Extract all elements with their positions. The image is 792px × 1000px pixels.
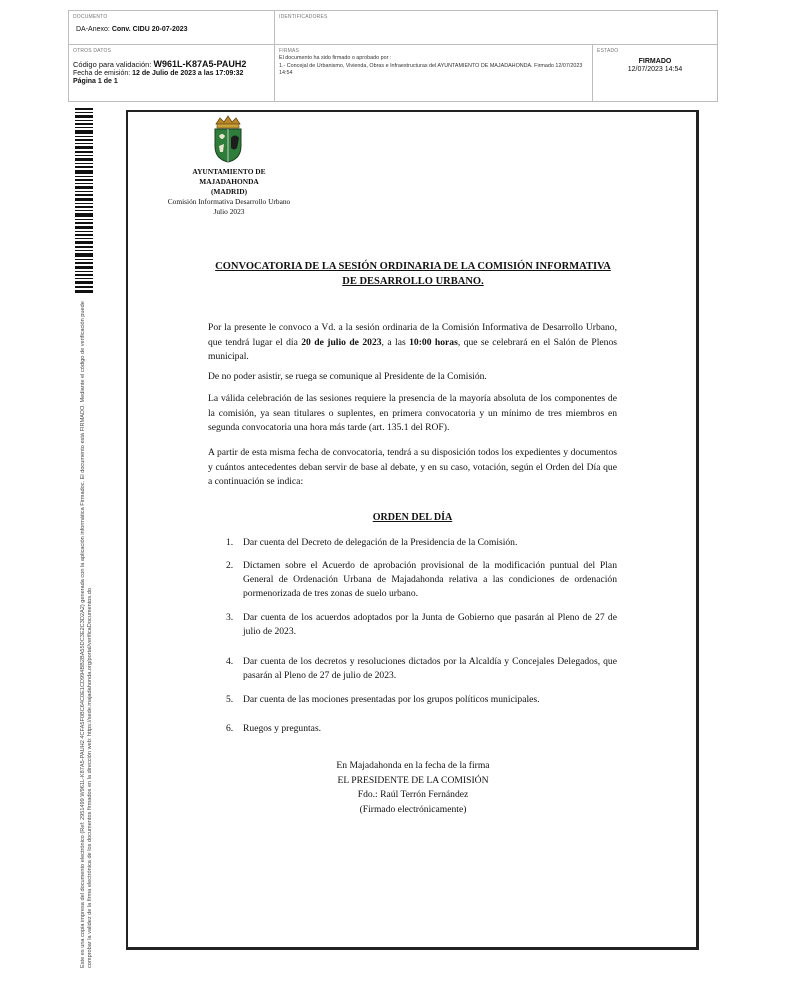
state-caption: ESTADO — [597, 48, 619, 54]
barcode-icon — [75, 108, 93, 293]
paragraph-absence: De no poder asistir, se ruega se comunique al Presidente de la Comisión. — [208, 371, 487, 382]
paragraph-quorum: La válida celebración de las sesiones requiere la presencia de la mayoría absoluta de los componentes de la comisión, ya sean titulares o suplentes, en primera convocatoria y un mínimo de tres miembros en segunda convocatoria una hora más tarde (art. 135.1 del ROF). — [208, 393, 617, 433]
agenda-item-number: 2. — [226, 560, 234, 571]
validation-code: W961L-K87A5-PAUH2 — [153, 59, 247, 69]
letterhead-line-5: Julio 2023 — [213, 207, 245, 216]
session-time: 10:00 horas — [409, 336, 458, 348]
paragraph-convocation — [208, 321, 617, 365]
document-caption: DOCUMENTO — [73, 14, 108, 20]
signature-metadata-box — [68, 10, 718, 102]
agenda-item-text: Dar cuenta del Decreto de delegación de la Presidencia de la Comisión. — [243, 537, 518, 548]
signature-block — [318, 759, 508, 817]
agenda-item-number: 4. — [226, 656, 234, 667]
agenda-item — [226, 611, 617, 639]
agenda-item-number: 1. — [226, 537, 234, 548]
signatures-line-2: 1.- Concejal de Urbanismo, Vivienda, Obras e Infraestructuras del AYUNTAMIENTO DE MAJADAHONDA. Firmado 12/07/2023 14:54 — [279, 63, 583, 76]
emission-date: 12 de Julio de 2023 a las 17:09:32 — [132, 70, 244, 77]
title-line-2: DE DESARROLLO URBANO. — [342, 276, 484, 287]
document-name: Conv. CIDU 20-07-2023 — [111, 26, 188, 33]
signature-name: Fdo.: Raúl Terrón Fernández — [357, 789, 469, 800]
letterhead-line-3: (MADRID) — [210, 187, 248, 196]
title-line-1: CONVOCATORIA DE LA SESIÓN ORDINARIA DE LA COMISIÓN INFORMATIVA — [215, 261, 611, 272]
document-name-line — [73, 26, 270, 33]
state-cell — [593, 45, 717, 101]
letterhead-line-4: Comisión Informativa Desarrollo Urbano — [167, 197, 291, 206]
agenda-item — [226, 693, 617, 707]
other-data-cell — [69, 45, 275, 101]
document-prefix: DA-Anexo: — [76, 26, 110, 33]
emission-line — [73, 70, 270, 77]
agenda-item-number: 5. — [226, 694, 234, 705]
identifiers-caption: IDENTIFICADORES — [279, 14, 328, 20]
signatures-caption: FIRMAS — [279, 48, 300, 54]
other-data-caption: OTROS DATOS — [73, 48, 112, 54]
signatures-line-1: El documento ha sido firmado o aprobado por : — [279, 55, 392, 61]
verification-side-note: Este es una copia impresa del documento electrónico (Ref: 2951499 W961L-K87A5-PAUH2 4CFA5F0BC64C0E1CD994BB2BA55DC3E2C3D2A2) generada con la aplicación informática Firmadoc. El documento está FIRMADO. Mediante el código de verificación puede comprobar la validez de la firma electrónica de los documentos firmados en la dirección web: https://sede.majadahonda.org/portal/verificaDocumentos.do — [80, 301, 94, 968]
agenda-title: ORDEN DEL DÍA — [372, 512, 453, 523]
signature-note: (Firmado electrónicamente) — [359, 803, 467, 815]
agenda-item-number: 6. — [226, 723, 234, 734]
agenda-item-text: Dar cuenta de los decretos y resoluciones dictados por la Alcaldía y Concejales Delegados, que pasarán al Pleno de 27 de julio de 2023. — [243, 656, 617, 681]
identifiers-cell — [275, 11, 717, 45]
document-title — [205, 259, 621, 289]
agenda-item-text: Ruegos y preguntas. — [243, 723, 322, 734]
agenda-item-text: Dictamen sobre el Acuerdo de aprobación provisional de la modificación puntual del Plan General de Ordenación Urbana de Majadahonda relativa a las condiciones de ordenación pormenorizada de tres zonas de suelo urbano. — [243, 560, 617, 599]
coat-of-arms-icon — [210, 114, 246, 164]
agenda-item — [226, 559, 617, 601]
para1-a: Por la presente le convoco a Vd. a la sesión ordinaria de la Comisión Informativa de Desarrollo Urbano, que tendrá lugar el día — [208, 322, 617, 348]
agenda-item-text: Dar cuenta de las mociones presentadas por los grupos políticos municipales. — [243, 694, 540, 705]
agenda-item — [226, 655, 617, 683]
state-value: FIRMADO — [638, 58, 672, 65]
session-date: 20 de julio de 2023 — [301, 336, 382, 348]
agenda-item — [226, 722, 617, 736]
state-date: 12/07/2023 14:54 — [627, 66, 683, 73]
document-frame — [126, 110, 699, 950]
document-cell — [69, 11, 275, 45]
validation-line — [73, 59, 270, 69]
agenda-item-number: 3. — [226, 612, 234, 623]
agenda-item — [226, 536, 617, 550]
para1-b: , a las — [381, 336, 410, 348]
validation-label: Código para validación: — [73, 60, 152, 69]
para1-c: , que se celebrará en el Salón de Plenos municipal. — [208, 336, 617, 362]
agenda-item-text: Dar cuenta de los acuerdos adoptados por la Junta de Gobierno que pasarán al Pleno de 27 de julio de 2023. — [243, 612, 617, 637]
emission-label: Fecha de emisión: — [73, 70, 131, 77]
signature-role: EL PRESIDENTE DE LA COMISIÓN — [337, 774, 489, 786]
page-info: Página 1 de 1 — [73, 78, 118, 85]
signature-place: En Majadahonda en la fecha de la firma — [336, 760, 490, 771]
letterhead-line-1: AYUNTAMIENTO DE — [192, 167, 266, 176]
paragraph-documents: A partir de esta misma fecha de convocatoria, tendrá a su disposición todos los expedientes y documentos y cuántos antecedentes deban servir de base al debate, y en su caso, votación, según el Orden del Día que a continuación se indica: — [208, 447, 617, 487]
letterhead — [160, 167, 298, 217]
letterhead-line-2: MAJADAHONDA — [199, 177, 259, 186]
signatures-cell — [275, 45, 593, 101]
